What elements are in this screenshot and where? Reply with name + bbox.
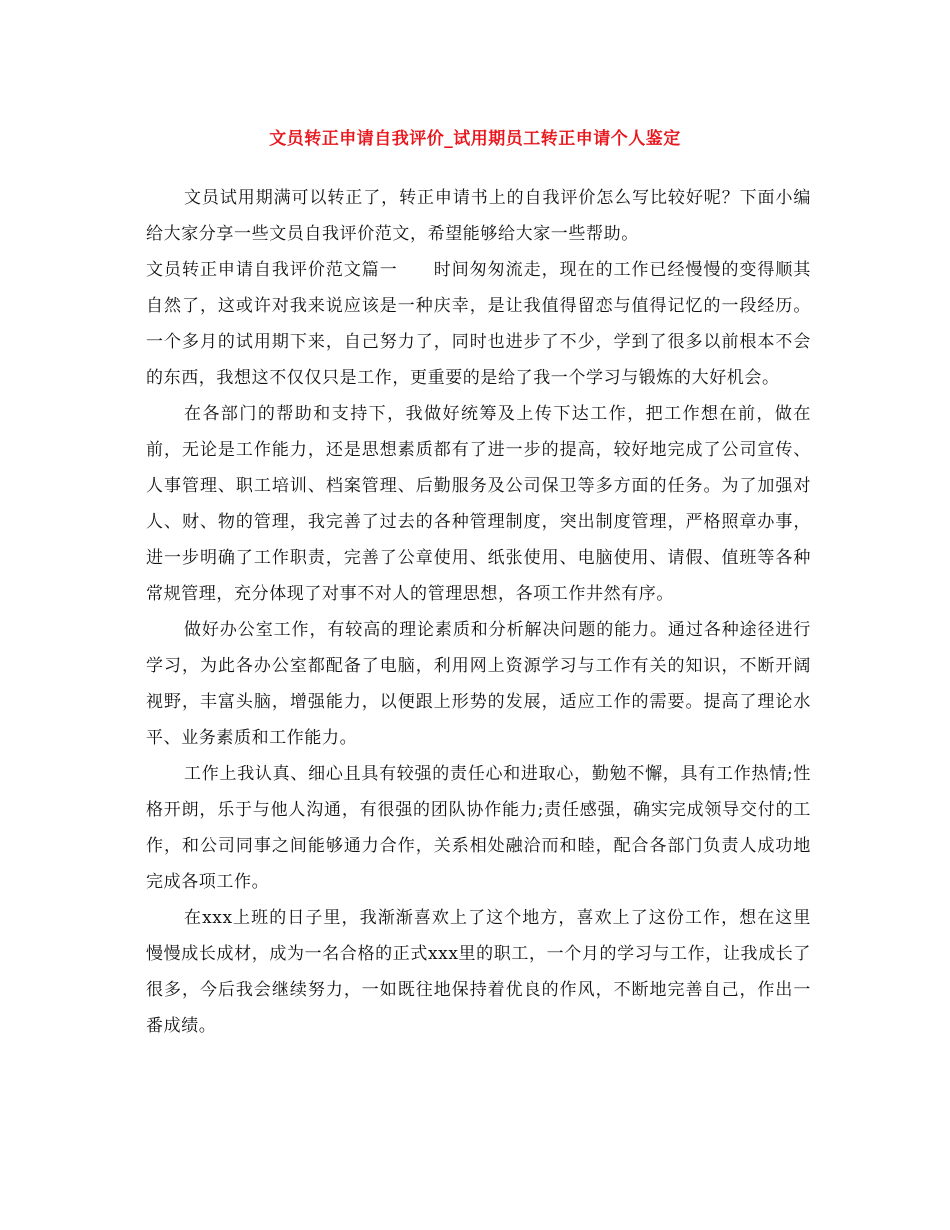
paragraph-work-attitude: 工作上我认真、细心且具有较强的责任心和进取心，勤勉不懈，具有工作热情;性格开朗，乐于与他人沟通，有很强的团队协作能力;责任感强，确实完成领导交付的工作，和公司同事之间能够通力合作，关系相处融洽而和睦，配合各部门负责人成功地完成各项工作。 xyxy=(146,764,811,892)
paragraph-conclusion: 在xxx上班的日子里，我渐渐喜欢上了这个地方，喜欢上了这份工作，想在这里慢慢成长成材，成为一名合格的正式xxx里的职工，一个月的学习与工作，让我成长了很多，今后我会继续努力，一如既往地保持着优良的作风，不断地完善自己，作出一番成绩。 xyxy=(146,908,811,1036)
paragraph-sample-one: 文员转正申请自我评价范文篇一 时间匆匆流走，现在的工作已经慢慢的变得顺其自然了，这或许对我来说应该是一种庆幸，是让我值得留恋与值得记忆的一段经历。 一个多月的试用期下来，自己努力了，同时也进步了不少，学到了很多以前根本不会的东西，我想这不仅仅只是工作，更重要的是给了我一个学习与锻炼的大好机会。 xyxy=(146,260,811,388)
document-title: 文员转正申请自我评价_试用期员工转正申请个人鉴定 xyxy=(269,129,681,149)
paragraph-office-work: 做好办公室工作，有较高的理论素质和分析解决问题的能力。通过各种途径进行学习，为此各办公室都配备了电脑，利用网上资源学习与工作有关的知识，不断开阔视野，丰富头脑，增强能力，以便跟上形势的发展，适应工作的需要。提高了理论水平、业务素质和工作能力。 xyxy=(146,620,811,748)
document-body xyxy=(146,180,811,1044)
paragraph-intro: 文员试用期满可以转正了，转正申请书上的自我评价怎么写比较好呢？下面小编给大家分享一些文员自我评价范文，希望能够给大家一些帮助。 xyxy=(146,188,811,244)
paragraph-departments: 在各部门的帮助和支持下，我做好统筹及上传下达工作，把工作想在前，做在前，无论是工作能力，还是思想素质都有了进一步的提高，较好地完成了公司宣传、人事管理、职工培训、档案管理、后勤服务及公司保卫等多方面的任务。为了加强对人、财、物的管理，我完善了过去的各种管理制度，突出制度管理，严格照章办事，进一步明确了工作职责，完善了公章使用、纸张使用、电脑使用、请假、值班等各种常规管理，充分体现了对事不对人的管理思想，各项工作井然有序。 xyxy=(146,404,811,604)
